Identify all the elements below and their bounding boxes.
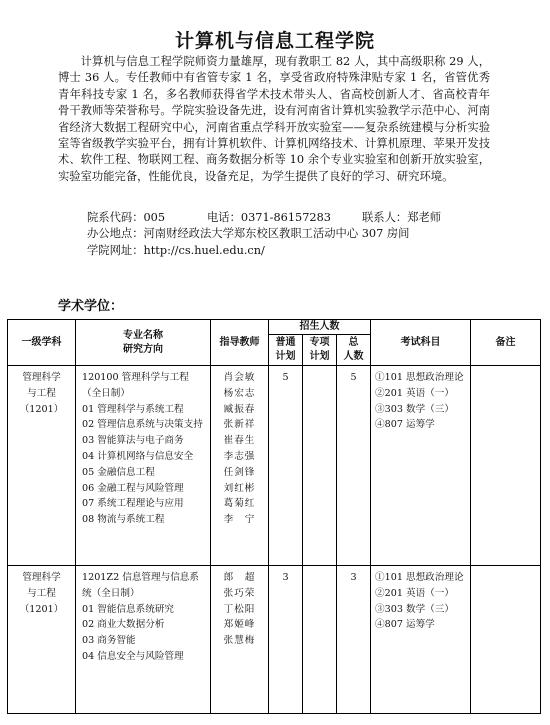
research-direction: 07 系统工程理论与应用 (82, 498, 184, 510)
header-note: 备注 (471, 320, 541, 366)
discipline-line: 与工程 (27, 387, 56, 399)
tutor-name: 李志强 (223, 450, 256, 462)
tutor-name: 任剑锋 (223, 466, 256, 478)
discipline-line: 管理科学 (22, 572, 61, 583)
tutor-name: 张巧荣 (223, 587, 256, 599)
tutor-name: 丁松阳 (223, 603, 256, 615)
tutor-name: 崔春生 (223, 435, 256, 447)
exam-subject: ②201 英语（一） (375, 587, 454, 599)
section-title: 学术学位： (58, 299, 124, 314)
research-direction: 06 金融工程与风险管理 (82, 482, 184, 494)
phone: 电话：0371-86157283 (207, 211, 331, 224)
major-title: 120100 管理科学与工程（全日制） (82, 372, 189, 399)
department-code: 院系代码：005 (87, 211, 166, 224)
research-direction: 03 商务智能 (82, 635, 136, 647)
cell-total: 5 (337, 366, 371, 566)
cell-major (76, 566, 211, 714)
exam-subject: ③303 数学（三） (375, 403, 454, 415)
cell-exams (371, 366, 471, 566)
cell-special-plan (303, 566, 337, 714)
cell-total: 3 (337, 566, 371, 714)
exam-subject: ③303 数学（三） (375, 603, 454, 615)
header-total (337, 335, 371, 366)
research-direction: 08 物流与系统工程 (82, 514, 165, 526)
college-intro (58, 54, 490, 185)
cell-note (471, 566, 541, 714)
tutor-name: 刘红彬 (223, 482, 256, 494)
header-tutor: 指导教师 (211, 320, 269, 366)
discipline-line: （1201） (19, 603, 64, 615)
tutor-name: 李 宁 (223, 514, 256, 526)
research-direction: 03 智能算法与电子商务 (82, 435, 184, 447)
cell-normal-plan: 5 (269, 366, 303, 566)
exam-subject: ①101 思想政治理论 (375, 572, 464, 583)
header-special-plan (303, 335, 337, 366)
table-body (8, 366, 541, 714)
table-row (8, 366, 541, 566)
cell-special-plan (303, 366, 337, 566)
header-exam: 考试科目 (371, 320, 471, 366)
discipline-line: （1201） (19, 403, 64, 415)
header-normal-l2: 计划 (275, 351, 296, 362)
header-special-l1: 专项 (309, 337, 330, 348)
tutor-name: 郎 超 (223, 572, 256, 583)
office-address: 办公地点：河南财经政法大学郑东校区教职工活动中心 307 房间 (87, 227, 410, 241)
discipline-line: 管理科学 (22, 372, 61, 383)
page-title: 计算机与信息工程学院 (174, 30, 375, 52)
tutor-name: 郑姬峰 (223, 619, 256, 631)
cell-discipline (8, 366, 76, 566)
cell-note (471, 366, 541, 566)
research-direction: 01 智能信息系统研究 (82, 603, 175, 615)
tutor-name: 臧振春 (223, 403, 256, 415)
contact-row-1 (87, 210, 442, 226)
cell-tutors (211, 566, 269, 714)
research-direction: 01 管理科学与系统工程 (82, 403, 184, 415)
header-total-l1: 总 (348, 337, 359, 348)
tutor-name: 张新祥 (223, 419, 256, 431)
header-special-l2: 计划 (309, 351, 330, 362)
research-direction: 05 金融信息工程 (82, 466, 155, 478)
research-direction: 02 管理信息系统与决策支持 (82, 419, 203, 431)
header-normal-plan (269, 335, 303, 366)
table-row (8, 566, 541, 714)
header-enrollment: 招生人数 (269, 320, 371, 335)
cell-discipline (8, 566, 76, 714)
header-research-direction: 研究方向 (123, 343, 163, 355)
research-direction: 04 计算机网络与信息安全 (82, 450, 194, 462)
header-discipline: 一级学科 (8, 320, 76, 366)
college-website[interactable]: 学院网址：http://cs.huel.edu.cn/ (87, 243, 265, 257)
research-direction: 04 信息安全与风险管理 (82, 650, 184, 662)
cell-tutors (211, 366, 269, 566)
contact-person: 联系人：郑老师 (362, 211, 442, 224)
research-direction: 02 商业大数据分析 (82, 619, 165, 631)
cell-major (76, 366, 211, 566)
exam-subject: ①101 思想政治理论 (375, 372, 464, 383)
exam-subject: ④807 运筹学 (375, 619, 435, 631)
exam-subject: ②201 英语（一） (375, 387, 454, 399)
tutor-name: 杨宏志 (223, 387, 256, 399)
header-normal-l1: 普通 (275, 337, 296, 348)
tutor-name: 葛菊红 (223, 498, 256, 510)
header-total-l2: 人数 (343, 351, 364, 362)
program-table (7, 319, 541, 714)
tutor-name: 肖会敏 (223, 372, 256, 383)
major-title: 1201Z2 信息管理与信息系统（全日制） (82, 572, 199, 599)
discipline-line: 与工程 (27, 587, 56, 599)
cell-normal-plan: 3 (269, 566, 303, 714)
header-major-name: 专业名称 (123, 329, 163, 341)
intro-paragraph: 计算机与信息工程学院师资力量雄厚，现有教职工 82 人，其中高级职称 29 人，博士 36 人。专任教师中有省管专家 1 名，享受省政府特殊津贴专家 1 名，省管优秀青年科技专家 1 名，多名教师获得省学术技术带头人、省高校创新人才、省高校青年骨干教师等荣誉称号。学院实验设备先进，设有河南省计算机实验教学示范中心、河南省经济大数据工程研究中心，河南省重点学科开放实验室——复杂系统建模与分析实验室等省级教学实验平台，拥有计算机软件、计算机网络技术、计算机原理、苹果开发技术、软件工程、物联网工程、商务数据分析等 10 余个专业实验室和创新开放实验室，实验室功能完备，性能优良，设备充足，为学生提供了良好的学习、研究环境。 (58, 55, 490, 183)
cell-exams (371, 566, 471, 714)
exam-subject: ④807 运筹学 (375, 419, 435, 431)
tutor-name: 张慧梅 (223, 635, 256, 647)
contact-info (87, 210, 442, 259)
header-major (76, 320, 211, 366)
